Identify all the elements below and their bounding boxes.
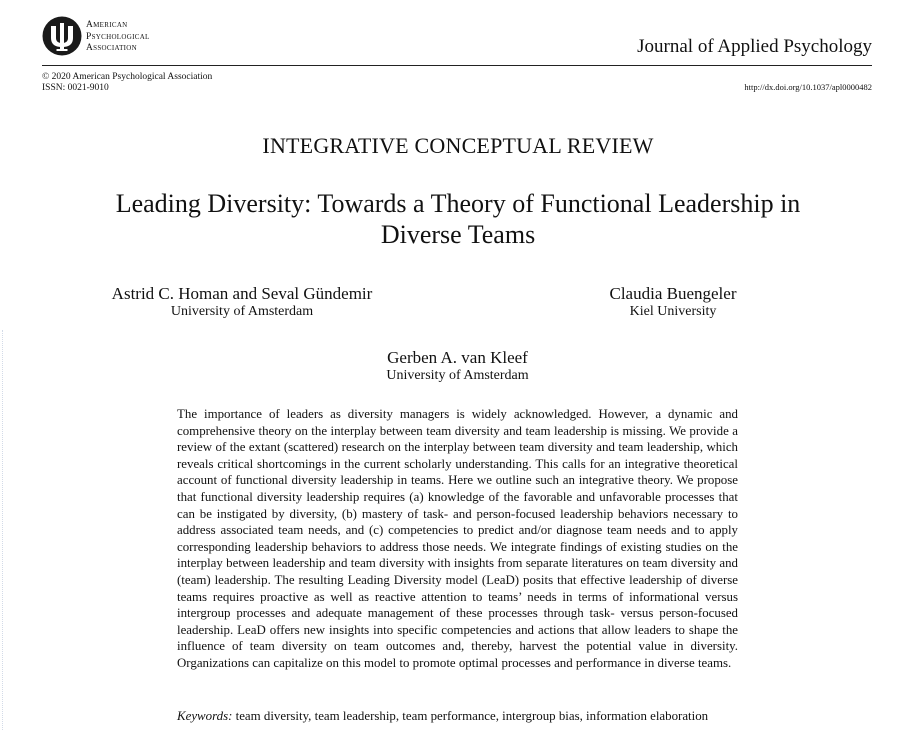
copyright-block: [42, 72, 212, 93]
doi-link[interactable]: http://dx.doi.org/10.1037/apl0000482: [744, 82, 872, 92]
margin-strip: [2, 330, 9, 730]
author-block: [330, 348, 585, 384]
keywords: [177, 708, 757, 724]
author-name: Claudia Buengeler: [609, 284, 737, 303]
header-rule: [42, 65, 872, 66]
publisher-line: Psychological: [86, 31, 150, 42]
publisher-line: Association: [86, 43, 137, 53]
author-name: Astrid C. Homan and Seval Gündemir: [111, 284, 373, 303]
section-heading: INTEGRATIVE CONCEPTUAL REVIEW: [262, 133, 654, 158]
author-affiliation: University of Amsterdam: [386, 368, 529, 383]
issn-text: ISSN: 0021-9010: [42, 82, 109, 93]
publisher-name: [86, 20, 150, 55]
keywords-label: Keywords:: [177, 709, 233, 723]
journal-title: Journal of Applied Psychology: [637, 36, 872, 57]
copyright-text: © 2020 American Psychological Association: [42, 72, 213, 82]
apa-logo: [42, 16, 82, 56]
author-block: [598, 284, 748, 320]
article-title: Leading Diversity: Towards a Theory of Functional Leadership in Diverse Teams: [115, 189, 801, 249]
keywords-list: team diversity, team leadership, team performance, intergroup bias, information elaboration: [235, 709, 709, 723]
author-block: [97, 284, 387, 320]
author-name: Gerben A. van Kleef: [387, 348, 528, 367]
author-affiliation: University of Amsterdam: [170, 304, 314, 319]
publisher-line: American: [86, 20, 128, 30]
abstract: The importance of leaders as diversity managers is widely acknowledged. However, a dynamic and comprehensive theory on the interplay between team diversity and team leadership is missing. We provide a review of the extant (scattered) research on the interplay between team diversity and team leadership, which reveals critical shortcomings in the current scholarly understanding. This calls for an integrative theoretical account of functional diversity leadership in teams. Here we outline such an integrative theory. We propose that functional diversity leadership requires (a) knowledge of the favorable and unfavorable processes that can be instigated by diversity, (b) mastery of task- and person-focused leadership behaviors necessary to address associated team needs, and (c) competencies to predict and/or diagnose team needs and to apply corresponding leadership behaviors to address those needs. We integrate findings of existing studies on the interplay between leadership and team diversity with insights from separate literatures on team diversity and (team) leadership. The resulting Leading Diversity model (LeaD) posits that effective leadership of diverse teams requires proactive as well as reactive attention to teams’ needs in terms of informational versus intergroup processes and adequate management of these processes through task- versus person-focused leadership. LeaD offers new insights into specific competencies and actions that allow leaders to shape the influence of team diversity on team outcomes and, thereby, harvest the potential value in diversity. Organizations can capitalize on this model to promote optimal processes and performance in diverse teams.: [177, 407, 738, 670]
author-affiliation: Kiel University: [629, 304, 717, 319]
